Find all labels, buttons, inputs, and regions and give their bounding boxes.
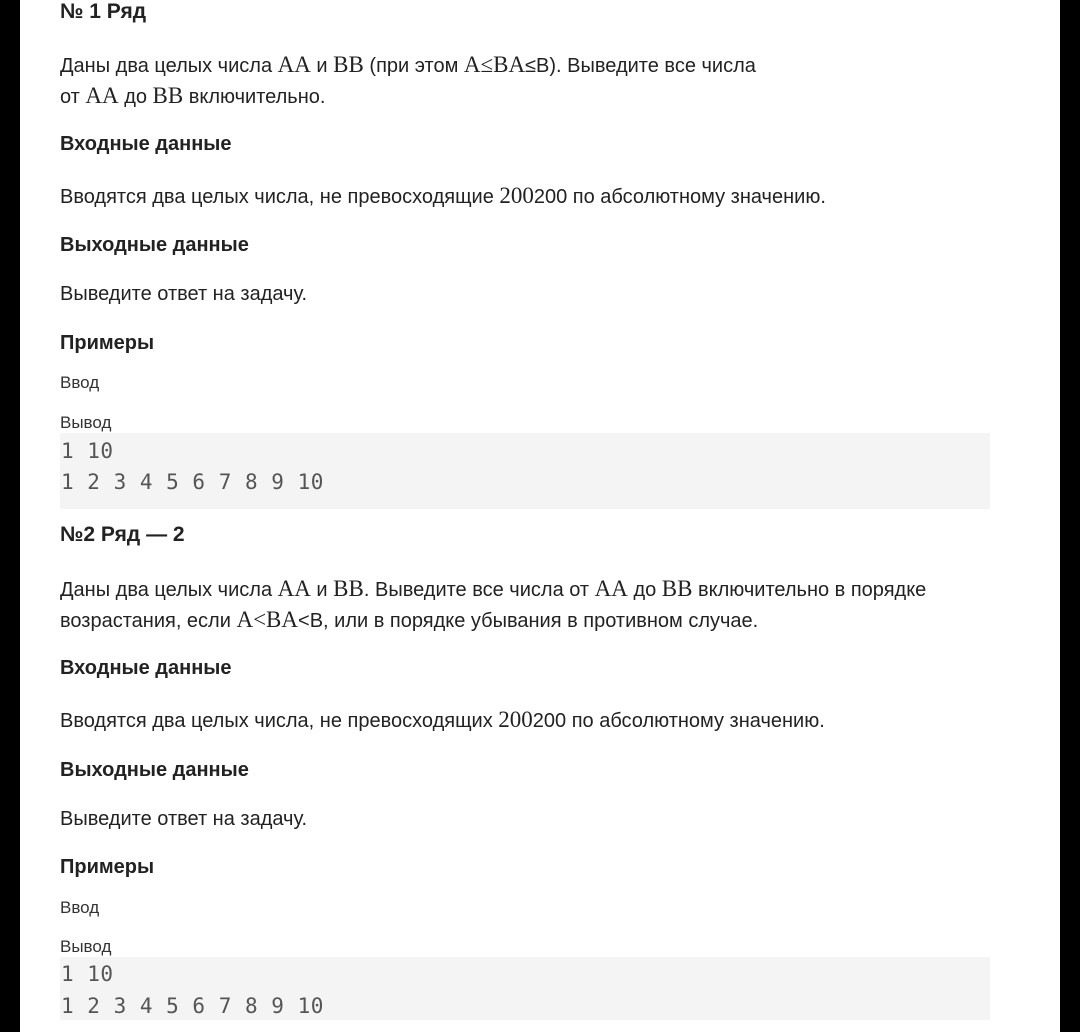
problem-1-input-label: Ввод: [60, 373, 100, 392]
statement-text: ≤B). Выведите все числа: [525, 55, 756, 77]
problem-1-example-block: [60, 433, 990, 509]
problem-1-statement: [60, 50, 990, 112]
math-number: 200: [498, 707, 533, 732]
statement-text: . Выведите все числа от: [363, 579, 595, 601]
math-var: AA: [594, 576, 628, 601]
problem-1-examples-heading: Примеры: [60, 332, 155, 354]
math-var: BB: [661, 576, 693, 601]
problem-2-output-label: Вывод: [60, 937, 112, 956]
problem-2-examples-heading: Примеры: [60, 856, 155, 878]
example-output: 1 2 3 4 5 6 7 8 9 10: [61, 470, 324, 494]
statement-text: (при этом: [363, 55, 464, 77]
math-var: BB: [333, 52, 364, 77]
input-text: 200 по абсолютному значению.: [532, 710, 825, 732]
statement-text: Даны два целых числа: [60, 579, 278, 601]
math-var: AA: [85, 83, 119, 108]
input-text: 200 по абсолютному значению.: [533, 186, 826, 208]
problem-2-example-block: [60, 957, 990, 1020]
problem-1-output-heading: Выходные данные: [60, 234, 249, 256]
input-text: Вводятся два целых числа, не превосходящих: [60, 710, 499, 732]
input-text: Вводятся два целых числа, не превосходящие: [60, 186, 500, 208]
problem-2-statement: [60, 574, 990, 636]
problem-1-input-text: [60, 181, 826, 212]
math-expr: A<BA: [236, 607, 299, 632]
statement-text: от: [60, 86, 86, 108]
statement-text: до: [118, 86, 153, 108]
math-var: BB: [152, 83, 184, 108]
problem-page: [20, 0, 1060, 1032]
statement-text: включительно в порядке: [692, 579, 927, 601]
statement-text: включительно.: [183, 86, 326, 108]
problem-2-title: №2 Ряд — 2: [60, 523, 185, 546]
problem-2-input-label: Ввод: [60, 898, 100, 917]
problem-1-title: № 1 Ряд: [60, 0, 147, 23]
math-var: AA: [277, 576, 311, 601]
math-var: BB: [333, 576, 364, 601]
statement-text: возрастания, если: [60, 610, 237, 632]
problem-2-input-text: [60, 705, 825, 736]
example-input: 1 10: [61, 962, 114, 986]
problem-1-input-heading: Входные данные: [60, 133, 232, 155]
statement-text: и: [310, 579, 334, 601]
math-var: AA: [277, 52, 311, 77]
math-number: 200: [499, 183, 534, 208]
problem-2-output-text: Выведите ответ на задачу.: [60, 808, 308, 830]
problem-2-output-heading: Выходные данные: [60, 759, 249, 781]
problem-1-output-label: Вывод: [60, 413, 112, 432]
problem-2-input-heading: Входные данные: [60, 657, 232, 679]
statement-text: <B, или в порядке убывания в противном случае.: [298, 610, 759, 632]
statement-text: до: [627, 579, 662, 601]
example-output: 1 2 3 4 5 6 7 8 9 10: [61, 994, 324, 1018]
statement-text: и: [310, 55, 334, 77]
statement-text: Даны два целых числа: [60, 55, 278, 77]
example-input: 1 10: [61, 439, 114, 463]
problem-1-output-text: Выведите ответ на задачу.: [60, 283, 308, 305]
math-expr: A≤BA: [463, 52, 526, 77]
